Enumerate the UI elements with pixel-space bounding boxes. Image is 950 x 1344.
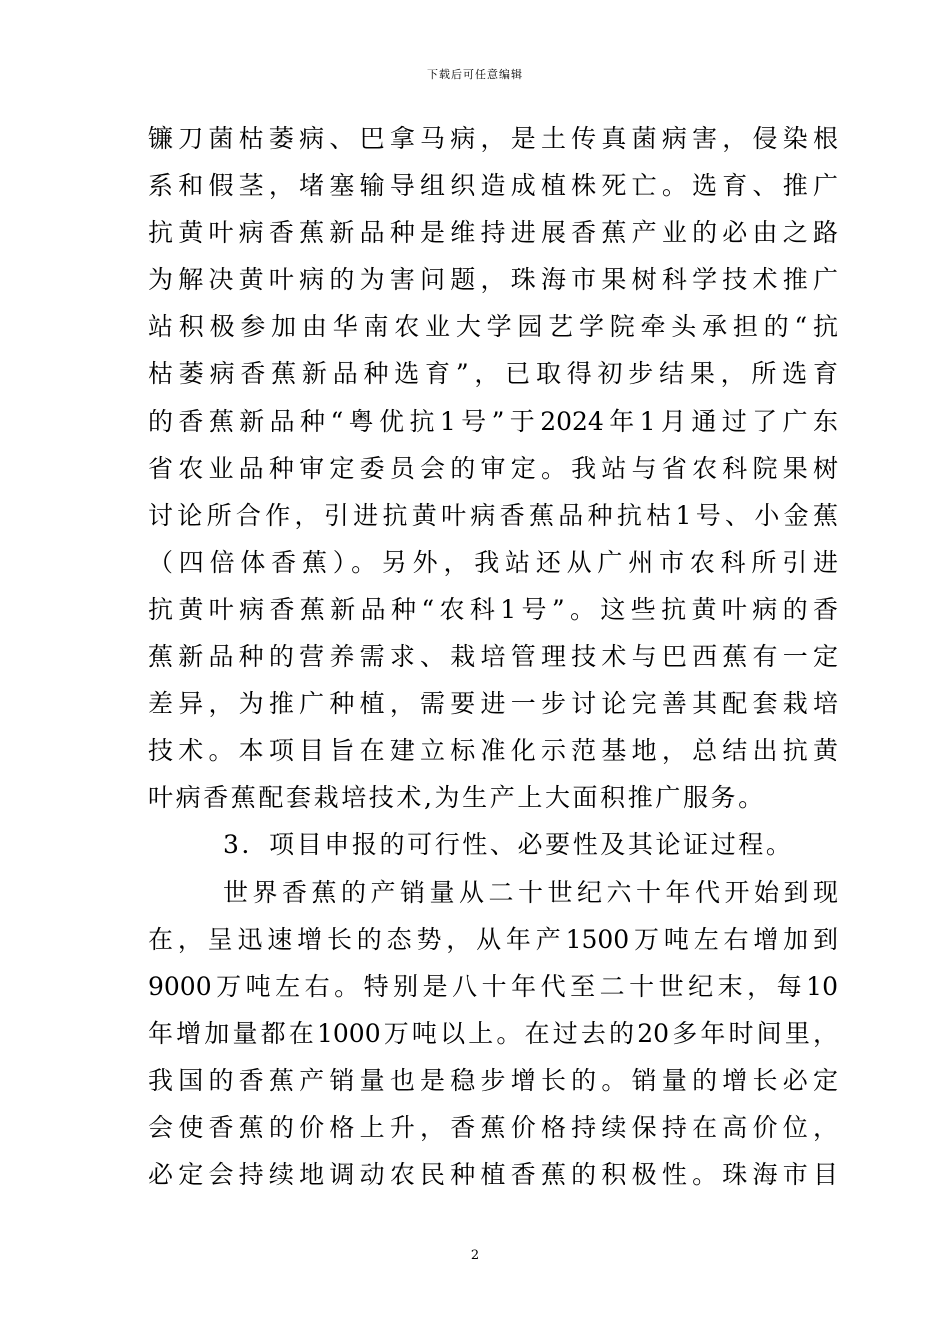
body-line: 在，呈迅速增长的态势，从年产1500万吨左右增加到 — [148, 924, 838, 954]
body-line: 会使香蕉的价格上升，香蕉价格持续保持在高价位， — [148, 1112, 838, 1142]
body-line: 抗黄叶病香蕉新品种是维持进展香蕉产业的必由之路 — [148, 218, 838, 248]
document-body — [148, 115, 838, 1198]
page-number: 2 — [470, 1248, 480, 1263]
body-line: 蕉新品种的营养需求、栽培管理技术与巴西蕉有一定 — [148, 642, 838, 672]
body-line: （四倍体香蕉）。另外，我站还从广州市农科所引进 — [148, 547, 838, 577]
body-line: 叶病香蕉配套栽培技术,为生产上大面积推广服务。 — [148, 783, 766, 813]
body-line: 省农业品种审定委员会的审定。我站与省农科院果树 — [148, 453, 838, 483]
header-note: 下载后可任意编辑 — [427, 68, 523, 81]
body-line: 讨论所合作，引进抗黄叶病香蕉品种抗枯1号、小金蕉 — [148, 500, 838, 530]
body-line: 的香蕉新品种“粤优抗1号”于2024年1月通过了广东 — [148, 406, 838, 436]
section-heading: 3．项目申报的可行性、必要性及其论证过程。 — [223, 830, 794, 860]
body-line: 9000万吨左右。特别是八十年代至二十世纪末，每10 — [148, 971, 838, 1001]
body-line: 技术。本项目旨在建立标准化示范基地，总结出抗黄 — [148, 736, 838, 766]
body-line: 枯萎病香蕉新品种选育”，已取得初步结果，所选育 — [148, 359, 838, 389]
body-line: 我国的香蕉产销量也是稳步增长的。销量的增长必定 — [148, 1065, 838, 1095]
body-line: 系和假茎，堵塞输导组织造成植株死亡。选育、推广 — [148, 171, 838, 201]
body-line: 年增加量都在1000万吨以上。在过去的20多年时间里， — [148, 1018, 838, 1048]
body-line: 站积极参加由华南农业大学园艺学院牵头承担的“抗 — [148, 312, 838, 342]
body-line: 镰刀菌枯萎病、巴拿马病，是土传真菌病害，侵染根 — [148, 124, 838, 153]
body-line: 抗黄叶病香蕉新品种“农科1号”。这些抗黄叶病的香 — [148, 594, 838, 624]
body-line: 必定会持续地调动农民种植香蕉的积极性。珠海市目 — [148, 1160, 838, 1190]
body-line: 世界香蕉的产销量从二十世纪六十年代开始到现 — [223, 877, 838, 907]
body-line: 为解决黄叶病的为害问题，珠海市果树科学技术推广 — [148, 265, 838, 295]
body-line: 差异，为推广种植，需要进一步讨论完善其配套栽培 — [148, 689, 838, 719]
